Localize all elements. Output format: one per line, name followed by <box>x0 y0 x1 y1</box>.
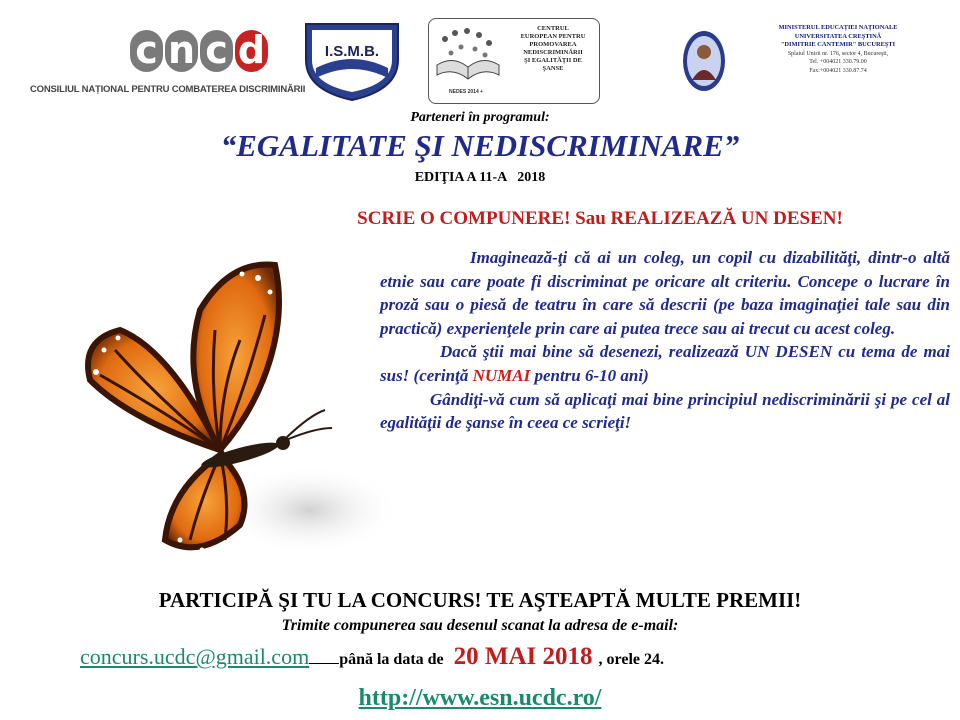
cncd-caption: CONSILIUL NAȚIONAL PENTRU COMBATEREA DISCRIMINĂRII <box>30 84 306 95</box>
deadline-date: 20 MAI 2018 <box>453 643 593 670</box>
ministry-phone: Tel. +004021 330.79.00 <box>809 59 867 66</box>
ismb-text: I.S.M.B. <box>324 43 380 60</box>
ministry-fax: Fax:+004021 330.87.74 <box>809 67 867 74</box>
nedes-tag: NEDES 2014 + <box>449 89 484 95</box>
ismb-logo <box>302 20 402 102</box>
ismb-shield-icon <box>302 20 402 102</box>
cncd-letter: c <box>130 30 163 72</box>
ministry-line: MINISTERUL EDUCAŢIEI NAŢIONALE <box>778 24 898 31</box>
page-title: “EGALITATE ŞI NEDISCRIMINARE” <box>220 128 740 163</box>
open-book-icon <box>433 25 503 85</box>
send-instructions: Trimite compunerea sau desenul scanat la adresa de e-mail: <box>281 617 679 634</box>
paragraph-1: Imaginează-ţi că ai un coleg, un copil cu dizabilităţi, dintr-o altă etnie sau care poate fi discriminat pe oricare alt criteriu. Concepe o lucrare în proză sau o piesă de teatru în care să descrii (pe baza imaginaţiei tale sau din practică) experienţele prin care ai putea trece sau ai trecut cu acest coleg. <box>380 248 950 338</box>
email-deadline-line <box>80 644 940 673</box>
email-link[interactable]: concurs.ucdc@gmail.com <box>80 644 310 669</box>
cncd-letter: n <box>165 30 198 72</box>
paragraph-2 <box>380 340 950 387</box>
nedes-name <box>509 25 597 73</box>
partners-label: Parteneri în programul: <box>410 110 550 125</box>
edition-text: EDIŢIA A 11-A <box>414 170 508 185</box>
cncd-letter: c <box>200 30 233 72</box>
paragraph-2-end: pentru 6-10 ani) <box>530 365 649 385</box>
call-to-action: PARTICIPĂ ŞI TU LA CONCURS! TE AŞTEAPTĂ MULTE PREMII! <box>158 588 802 612</box>
nedes-line: ŞANSE <box>542 65 564 72</box>
only-highlight: NUMAI <box>472 365 531 385</box>
edition-year: 2018 <box>517 170 546 185</box>
ministry-header <box>748 24 928 76</box>
nedes-line: EUROPEAN PENTRU <box>520 33 586 40</box>
nedes-line: NEDISCRIMINĂRII <box>523 49 583 56</box>
contest-description <box>380 246 950 435</box>
nedes-logo <box>428 18 600 104</box>
nedes-line: PROMOVAREA <box>529 41 577 48</box>
ministry-address: Splaiul Unirii nr. 176, sector 4, Bucureşti, <box>787 50 889 57</box>
ministry-line: UNIVERSITATEA CREŞTINĂ <box>794 32 882 40</box>
subtitle: SCRIE O COMPUNERE! Sau REALIZEAZĂ UN DESEN! <box>357 208 843 229</box>
nedes-line: ŞI EGALITĂŢII DE <box>524 57 582 64</box>
butterfly-icon <box>70 240 400 570</box>
paragraph-2-text: Dacă ştii mai bine să desenezi, realizează UN DESEN cu tema de mai sus! (cerinţă <box>380 342 950 385</box>
cncd-logo <box>30 28 306 102</box>
portrait-medal-icon <box>682 30 726 92</box>
deadline-hour: , orele 24. <box>598 651 665 668</box>
ministry-line: "DIMITRIE CANTEMIR" BUCUREŞTI <box>780 41 896 49</box>
butterfly-illustration <box>70 240 400 570</box>
until-label: până la data de <box>339 651 444 668</box>
cncd-letter: d <box>235 30 268 72</box>
paragraph-3: Gândiţi-vă cum să aplicaţi mai bine principiul nediscriminării şi pe cel al egalităţii de şanse în ceea ce scrieţi! <box>380 389 950 433</box>
edition-label <box>0 169 960 186</box>
nedes-line: CENTRUL <box>537 25 569 32</box>
university-medal-logo <box>682 30 726 92</box>
underscore-line <box>309 649 339 664</box>
website-link[interactable]: http://www.esn.ucdc.ro/ <box>358 685 602 711</box>
